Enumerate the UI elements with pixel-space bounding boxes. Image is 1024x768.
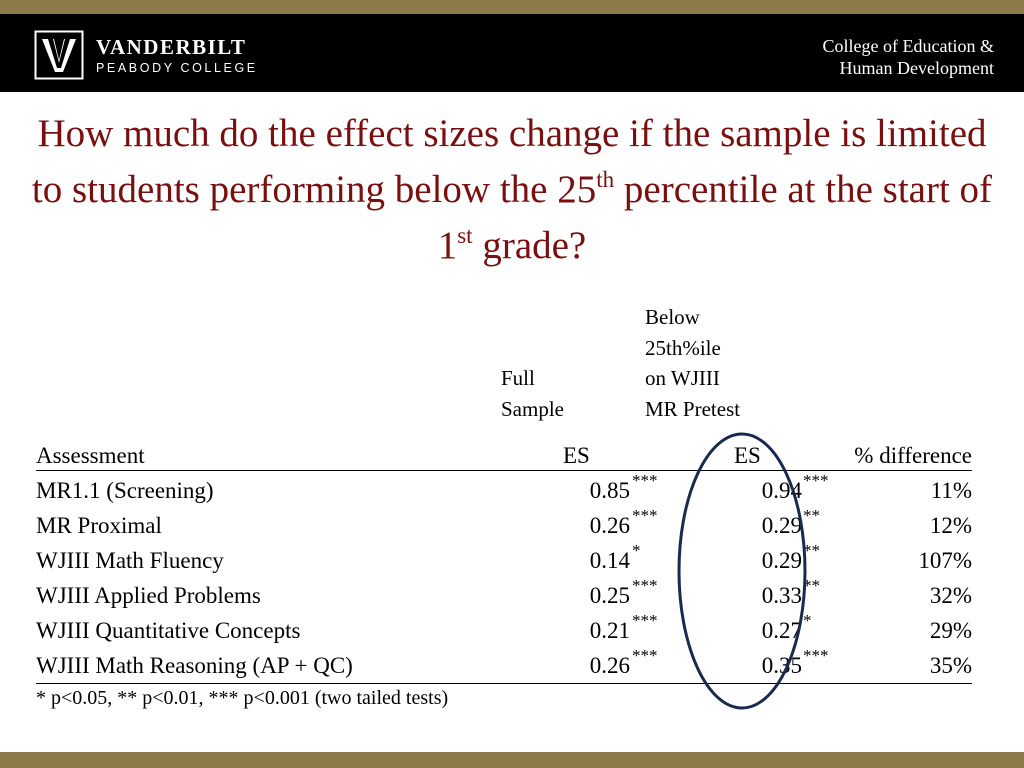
below-header-line-2: 25th%ile — [645, 335, 721, 360]
below-percentile-significance: ** — [803, 576, 820, 595]
full-sample-significance: *** — [632, 471, 658, 490]
table-row — [36, 506, 972, 544]
assessment-name: WJIII Quantitative Concepts — [36, 618, 301, 643]
top-gold-band — [0, 0, 1024, 14]
below-percentile-significance: *** — [803, 471, 829, 490]
vanderbilt-logo-icon — [34, 30, 84, 80]
table-bottom-rule — [36, 683, 972, 684]
below-percentile-es: 0.29 — [761, 548, 802, 573]
full-sample-significance: * — [632, 541, 641, 560]
below-percentile-significance: ** — [803, 541, 820, 560]
percent-difference: 107% — [918, 548, 972, 573]
header-bar — [0, 14, 1024, 92]
assessment-name: MR1.1 (Screening) — [36, 478, 214, 503]
full-sample-header-line-2: Sample — [501, 396, 564, 421]
full-sample-significance: *** — [632, 646, 658, 665]
col-header-full-es: ES — [563, 443, 590, 468]
full-sample-es: 0.14 — [589, 548, 630, 573]
assessment-name: MR Proximal — [36, 513, 162, 538]
college-line-2: Human Development — [839, 58, 994, 78]
below-percentile-es: 0.94 — [761, 478, 802, 503]
title-part-2: percentile at the start of 1 — [437, 168, 993, 267]
table-row — [36, 471, 972, 509]
percent-difference: 32% — [929, 583, 972, 608]
full-sample-es: 0.26 — [589, 653, 630, 678]
below-percentile-significance: *** — [803, 646, 829, 665]
below-percentile-es: 0.27 — [761, 618, 802, 643]
title-part-1: How much do the effect sizes change if the sample is limited to students performing below the 25 — [31, 112, 987, 211]
logo-subtitle: PEABODY COLLEGE — [96, 61, 258, 75]
assessment-name: WJIII Applied Problems — [36, 583, 261, 608]
full-sample-es: 0.21 — [589, 618, 630, 643]
full-sample-header-line-1: Full — [501, 366, 535, 390]
col-header-below-es: ES — [734, 443, 761, 468]
title-superscript-1: th — [596, 167, 615, 192]
col-header-assessment: Assessment — [36, 443, 145, 468]
table-row — [36, 541, 972, 579]
below-percentile-significance: ** — [803, 506, 820, 525]
percent-difference: 11% — [930, 478, 972, 503]
full-sample-significance: *** — [632, 576, 658, 595]
below-percentile-es: 0.35 — [761, 653, 802, 678]
full-sample-es: 0.26 — [589, 513, 630, 538]
below-header-line-1: Below — [645, 305, 700, 329]
full-sample-header — [501, 363, 564, 424]
college-line-1: College of Education & — [822, 36, 994, 56]
below-header-line-4: MR Pretest — [645, 396, 741, 421]
below-percentile-es: 0.33 — [761, 583, 802, 608]
col-header-percent-difference: % difference — [854, 443, 972, 468]
percent-difference: 29% — [929, 618, 972, 643]
significance-footnote: * p<0.05, ** p<0.01, *** p<0.001 (two tailed tests) — [36, 687, 449, 709]
percent-difference: 12% — [929, 513, 972, 538]
below-header-line-3: on WJIII — [645, 366, 720, 390]
slide-title — [30, 106, 994, 274]
full-sample-significance: *** — [632, 611, 658, 630]
full-sample-significance: *** — [632, 506, 658, 525]
below-percentile-es: 0.29 — [761, 513, 802, 538]
full-sample-es: 0.85 — [589, 478, 630, 503]
assessment-name: WJIII Math Reasoning (AP + QC) — [36, 653, 353, 678]
logo-name: VANDERBILT — [96, 35, 247, 59]
percent-difference: 35% — [929, 653, 972, 678]
college-name — [774, 35, 994, 79]
title-part-3: grade? — [472, 224, 587, 267]
title-superscript-2: st — [457, 223, 473, 248]
assessment-name: WJIII Math Fluency — [36, 548, 224, 573]
table-row — [36, 646, 972, 684]
logo-wordmark — [96, 36, 258, 76]
full-sample-es: 0.25 — [589, 583, 630, 608]
bottom-gold-band — [0, 752, 1024, 768]
table-row — [36, 611, 972, 649]
below-percentile-header — [645, 302, 740, 424]
table-row — [36, 576, 972, 614]
table-header-row — [36, 439, 972, 471]
below-percentile-significance: * — [803, 611, 812, 630]
